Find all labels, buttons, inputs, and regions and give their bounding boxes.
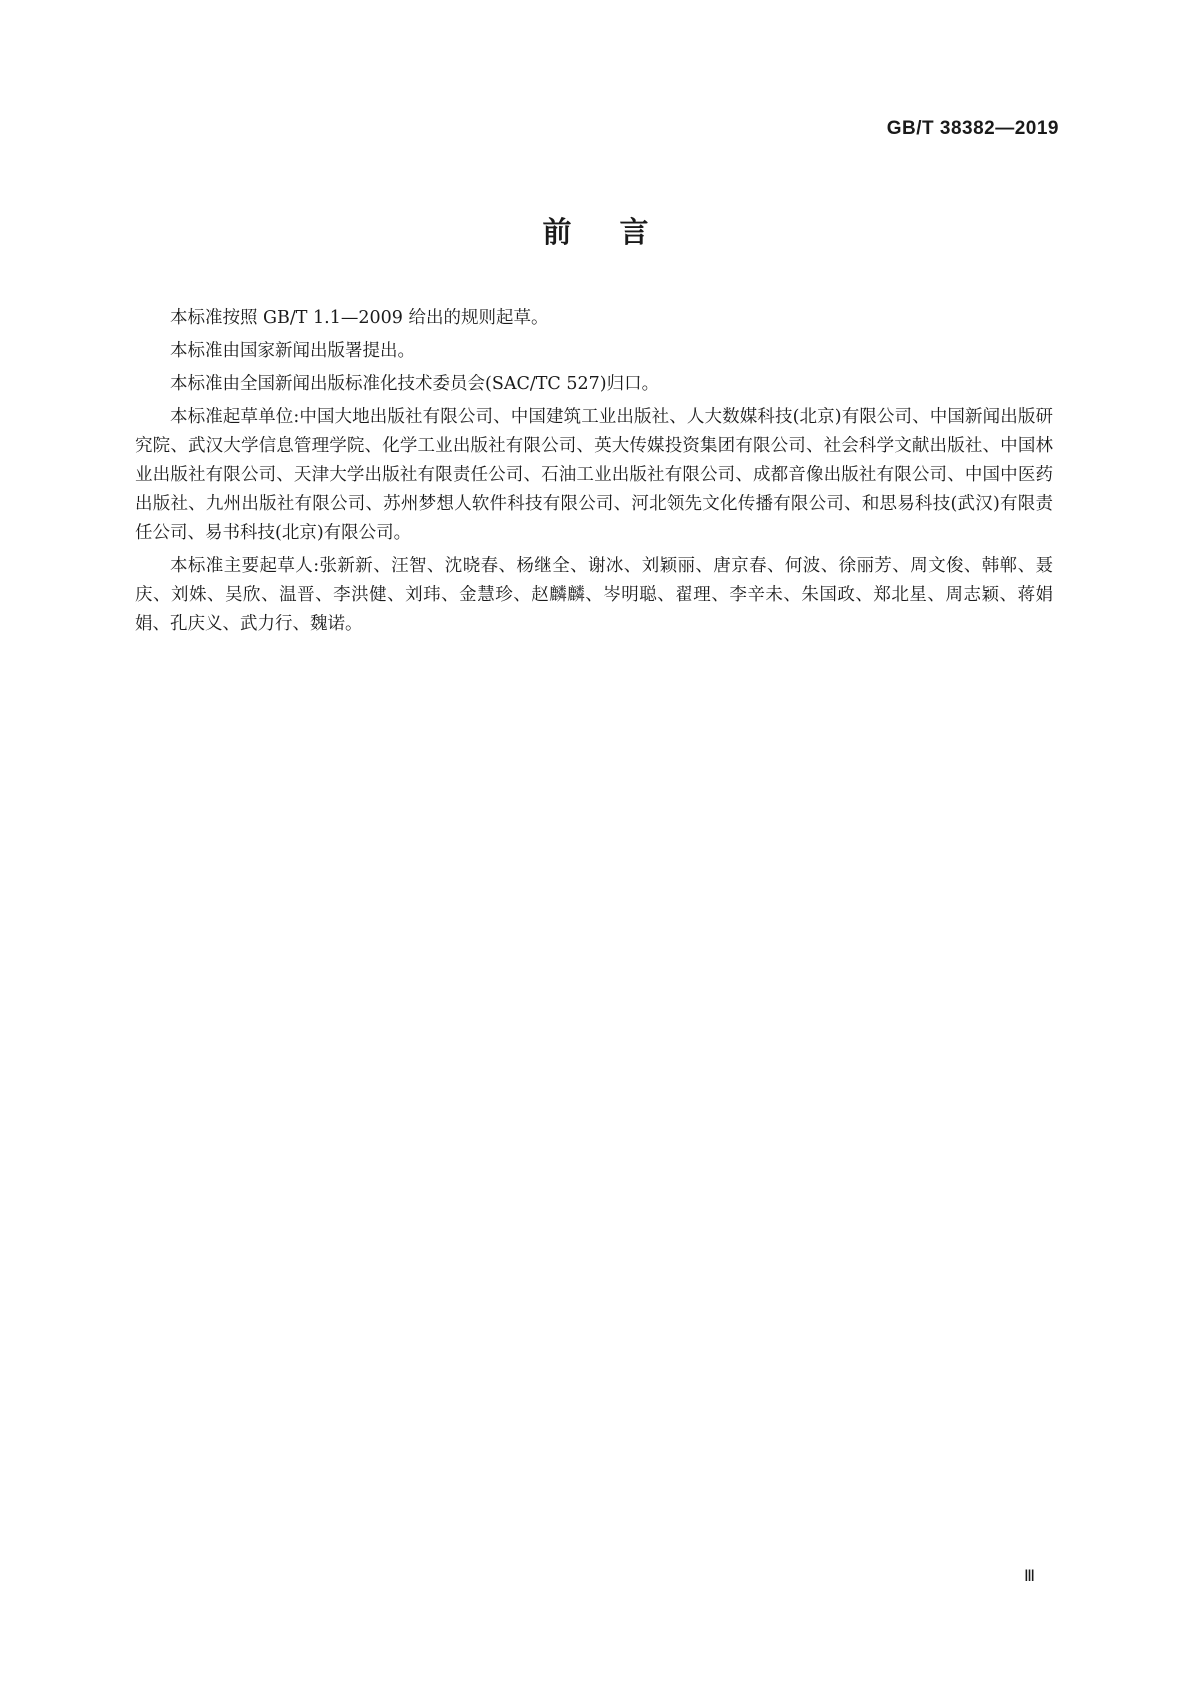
- paragraph-drafting-rules: 本标准按照 GB/T 1.1—2009 给出的规则起草。: [170, 308, 549, 328]
- page-number: Ⅲ: [1023, 1568, 1035, 1585]
- paragraph-drafting-units: 本标准起草单位:中国大地出版社有限公司、中国建筑工业出版社、人大数媒科技(北京)有限公司、中国新闻出版研究院、武汉大学信息管理学院、化学工业出版社有限公司、英大传媒投资集团有限公司、社会科学文献出版社、中国林业出版社有限公司、天津大学出版社有限责任公司、石油工业出版社有限公司、成都音像出版社有限公司、中国中医药出版社、九州出版社有限公司、苏州梦想人软件科技有限公司、河北领先文化传播有限公司、和思易科技(武汉)有限责任公司、易书科技(北京)有限公司。: [135, 407, 1053, 543]
- paragraph-centralized-management: 本标准由全国新闻出版标准化技术委员会(SAC/TC 527)归口。: [170, 374, 660, 394]
- standard-code: GB/T 38382—2019: [886, 118, 1059, 139]
- foreword-body: [135, 304, 1053, 643]
- paragraph-proposer: 本标准由国家新闻出版署提出。: [170, 341, 415, 361]
- paragraph-main-drafters: 本标准主要起草人:张新新、汪智、沈晓春、杨继全、谢冰、刘颖丽、唐京春、何波、徐丽芳、周文俊、韩郸、聂庆、刘姝、吴欣、温晋、李洪健、刘玮、金慧珍、赵麟麟、岑明聪、翟理、李辛未、朱国政、郑北星、周志颖、蒋娟娟、孔庆义、武力行、魏诺。: [135, 556, 1053, 634]
- page-title: 前言: [542, 215, 697, 249]
